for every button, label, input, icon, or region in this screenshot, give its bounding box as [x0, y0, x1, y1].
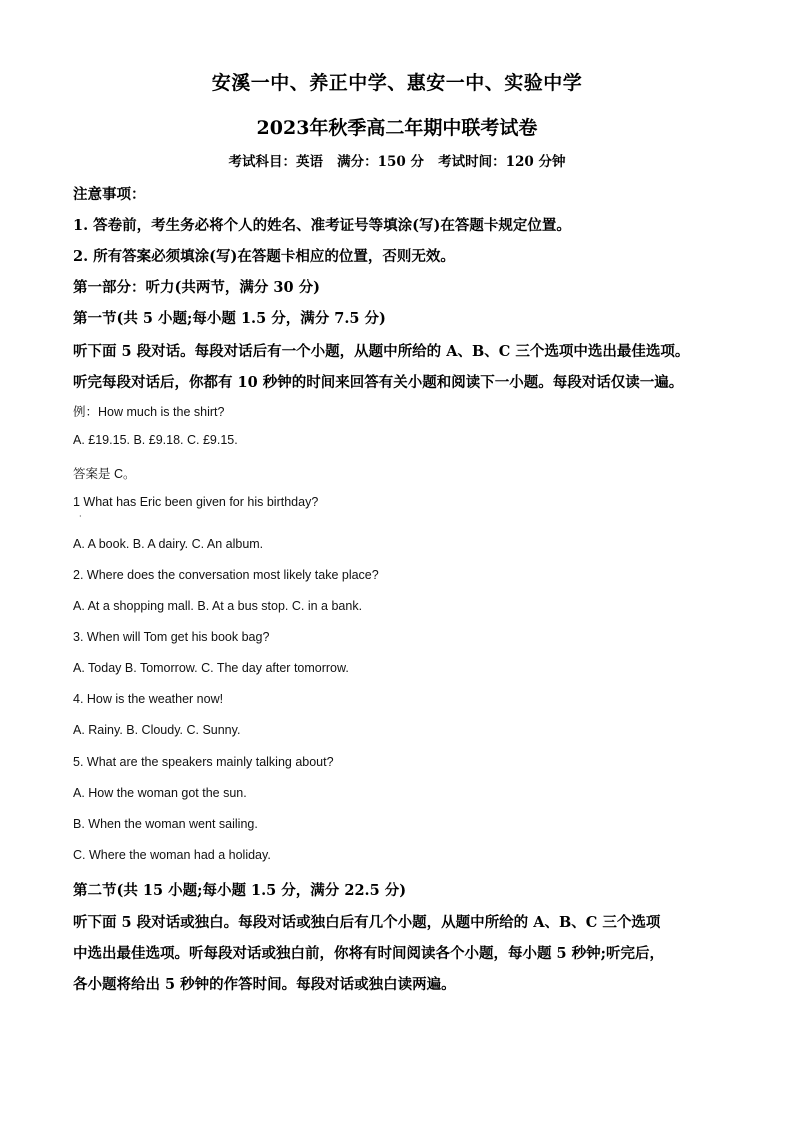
example-options: A. £19.15. B. £9.18. C. £9.15. [73, 433, 238, 447]
example-answer: 答案是 C。 [73, 467, 136, 481]
question-5-option-a: A. How the woman got the sun. [73, 786, 247, 800]
notes-item-2: 2. 所有答案必须填涂(写)在答题卡相应的位置，否则无效。 [73, 248, 455, 265]
schools-title: 安溪一中、养正中学、惠安一中、实验中学 [211, 72, 583, 94]
question-2-options: A. At a shopping mall. B. At a bus stop. C. in a bank. [73, 599, 363, 613]
section2-instruction-3: 各小题将给出 5 秒钟的作答时间。每段对话或独白读两遍。 [73, 976, 456, 993]
question-4-options: A. Rainy. B. Cloudy. C. Sunny. [73, 723, 241, 737]
question-1: 1 What has Eric been given for his birthday? [73, 495, 319, 509]
question-5-option-c: C. Where the woman had a holiday. [73, 848, 271, 862]
section1-instruction-2: 听完每段对话后，你都有 10 秒钟的时间来回答有关小题和阅读下一小题。每段对话仅读一遍。 [73, 374, 684, 391]
example-question: 例：How much is the shirt? [73, 405, 225, 419]
stray-dot: · [79, 512, 82, 521]
notes-item-1: 1. 答卷前，考生务必将个人的姓名、准考证号等填涂(写)在答题卡规定位置。 [73, 217, 571, 234]
question-5-option-b: B. When the woman went sailing. [73, 817, 258, 831]
question-3-options: A. Today B. Tomorrow. C. The day after tomorrow. [73, 661, 349, 675]
section2-heading: 第二节(共 15 小题;每小题 1.5 分，满分 22.5 分) [73, 882, 407, 899]
question-2: 2. Where does the conversation most likely take place? [73, 568, 379, 582]
section1-heading: 第一节(共 5 小题;每小题 1.5 分，满分 7.5 分) [73, 310, 386, 327]
exam-title: 2023年秋季高二年期中联考试卷 [256, 117, 538, 139]
question-4: 4. How is the weather now! [73, 692, 224, 706]
question-3: 3. When will Tom get his book bag? [73, 630, 270, 644]
section2-instruction-1: 听下面 5 段对话或独白。每段对话或独白后有几个小题，从题中所给的 A、B、C 三个选项 [73, 914, 661, 931]
section1-instruction-1: 听下面 5 段对话。每段对话后有一个小题，从题中所给的 A、B、C 三个选项中选出最佳选项。 [73, 343, 690, 360]
part1-heading: 第一部分：听力(共两节，满分 30 分) [73, 279, 320, 296]
question-5: 5. What are the speakers mainly talking about? [73, 755, 334, 769]
question-1-options: A. A book. B. A dairy. C. An album. [73, 537, 264, 551]
exam-info: 考试科目：英语 满分：150 分 考试时间：120 分钟 [228, 154, 566, 170]
notes-heading: 注意事项： [73, 186, 146, 203]
section2-instruction-2: 中选出最佳选项。听每段对话或独白前，你将有时间阅读各个小题，每小题 5 秒钟;听完后， [73, 945, 665, 962]
